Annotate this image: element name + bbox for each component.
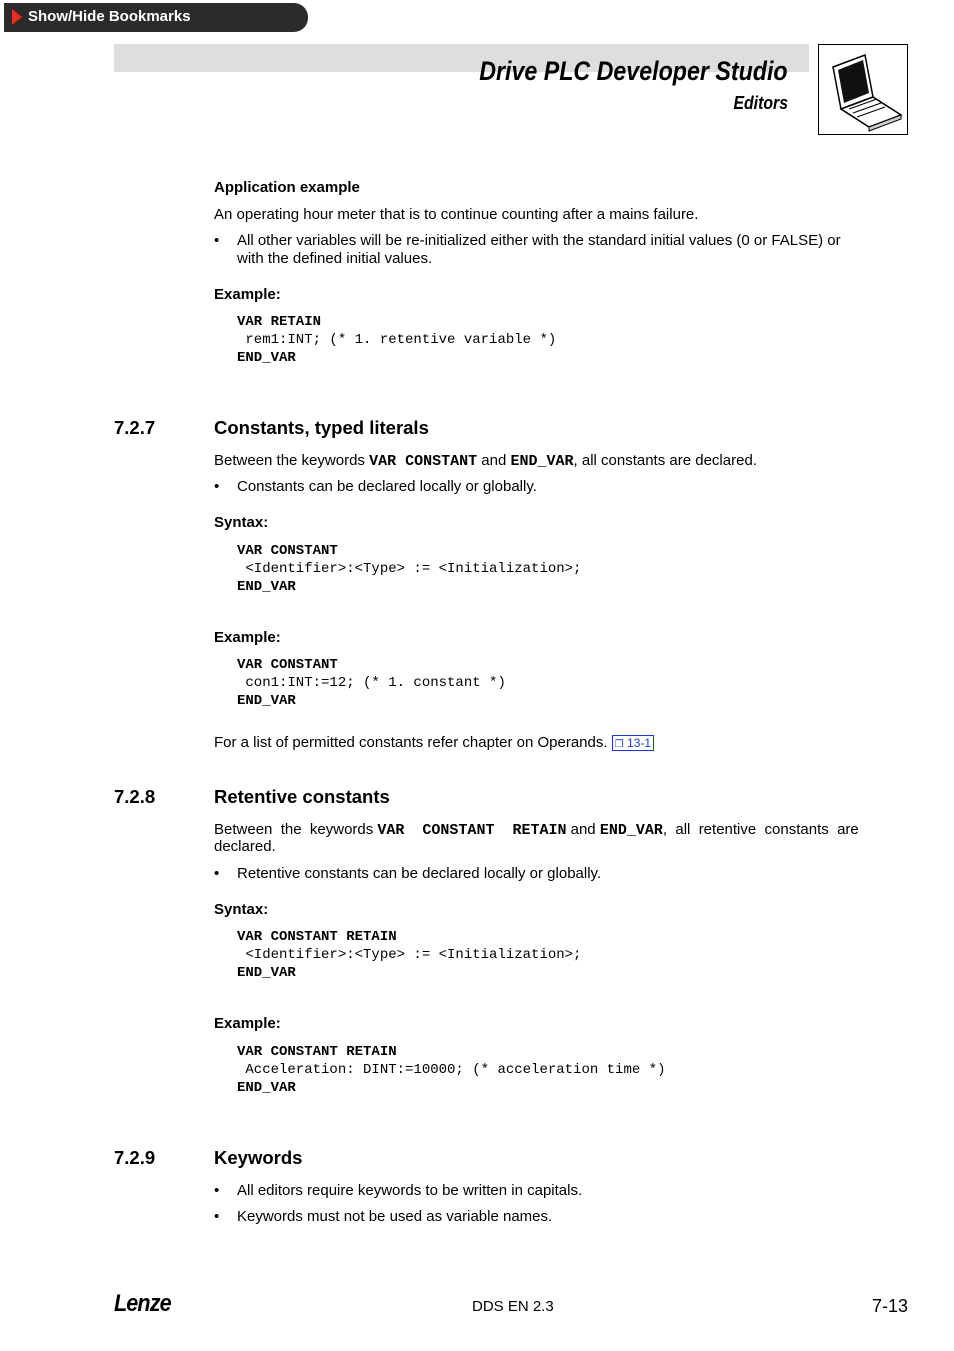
document-id: DDS EN 2.3 — [472, 1298, 554, 1315]
syntax-label: Syntax: — [214, 514, 269, 531]
laptop-icon-frame — [818, 44, 908, 135]
link-label[interactable]: 13-1 — [627, 736, 652, 750]
bullet-item: • Constants can be declared locally or globally. — [237, 478, 537, 496]
cross-reference-link[interactable] — [612, 735, 654, 751]
code-line: VAR CONSTANT — [237, 543, 338, 559]
code-line: VAR CONSTANT RETAIN — [237, 1044, 397, 1060]
section-text — [214, 734, 654, 754]
bullet-line-2: with the defined initial values. — [237, 250, 433, 267]
code-line: END_VAR — [237, 1080, 296, 1096]
application-example-text: An operating hour meter that is to continue counting after a mains failure. — [214, 206, 699, 223]
code-line: Acceleration: DINT:=10000; (* acceleration time *) — [237, 1062, 666, 1078]
text-part: For a list of permitted constants refer chapter on Operands. — [214, 734, 608, 751]
code-line: <Identifier>:<Type> := <Initialization>; — [237, 947, 582, 963]
bookmark-arrow-icon — [12, 9, 22, 25]
code-line: rem1:INT; (* 1. retentive variable *) — [237, 332, 557, 348]
code-block — [237, 1043, 665, 1097]
text-part: , all constants are declared. — [573, 452, 757, 469]
code-block — [237, 313, 556, 367]
text-part: , all retentive constants are — [662, 821, 859, 838]
text-part: and — [566, 821, 600, 838]
section-title: Keywords — [214, 1147, 303, 1168]
code-block — [237, 656, 506, 710]
page-number: 7-13 — [871, 1296, 908, 1316]
code-line: END_VAR — [237, 965, 296, 981]
lenze-logo: Lenze — [114, 1290, 171, 1317]
keyword: VAR CONSTANT — [369, 453, 478, 470]
section-title: Constants, typed literals — [214, 417, 429, 438]
section-title: Retentive constants — [214, 786, 390, 807]
code-line: con1:INT:=12; (* 1. constant *) — [237, 675, 506, 691]
bullet-line-1: • All other variables will be re-initialized either with the standard initial values (0 or FALSE) or — [237, 232, 841, 249]
code-line: <Identifier>:<Type> := <Initialization>; — [237, 561, 582, 577]
section-number: 7.2.7 — [114, 417, 156, 438]
text-part: Between the keywords — [214, 452, 370, 469]
example-label: Example: — [214, 286, 281, 303]
section-text-line2: declared. — [214, 838, 276, 855]
code-line: END_VAR — [237, 350, 296, 366]
application-example-heading: Application example — [214, 179, 360, 196]
bullet-item: • Keywords must not be used as variable names. — [237, 1208, 552, 1226]
bullet-item: • All editors require keywords to be written in capitals. — [237, 1182, 582, 1200]
section-number: 7.2.8 — [114, 786, 156, 807]
syntax-label: Syntax: — [214, 901, 269, 918]
section-text — [214, 821, 859, 840]
book-icon: ❐ — [614, 739, 624, 750]
page-title: Drive PLC Developer Studio — [479, 56, 788, 86]
example-label: Example: — [214, 1015, 281, 1032]
keyword: VAR CONSTANT RETAIN — [377, 822, 567, 839]
code-line: VAR RETAIN — [237, 314, 322, 330]
code-block — [237, 928, 581, 982]
keyword: END_VAR — [510, 453, 574, 470]
show-hide-bookmarks-label[interactable]: Show/Hide Bookmarks — [28, 8, 191, 25]
laptop-icon — [819, 45, 907, 134]
code-line: VAR CONSTANT RETAIN — [237, 929, 397, 945]
section-text — [214, 452, 757, 471]
text-part: Between the keywords — [214, 821, 378, 838]
bullet-item — [237, 232, 841, 268]
code-line: VAR CONSTANT — [237, 657, 338, 673]
example-label: Example: — [214, 629, 281, 646]
bullet-item: • Retentive constants can be declared locally or globally. — [237, 865, 601, 883]
code-block — [237, 542, 581, 596]
code-line: END_VAR — [237, 693, 296, 709]
section-number: 7.2.9 — [114, 1147, 156, 1168]
text-part: and — [477, 452, 511, 469]
code-line: END_VAR — [237, 579, 296, 595]
page-subtitle: Editors — [733, 93, 788, 113]
keyword: END_VAR — [599, 822, 663, 839]
